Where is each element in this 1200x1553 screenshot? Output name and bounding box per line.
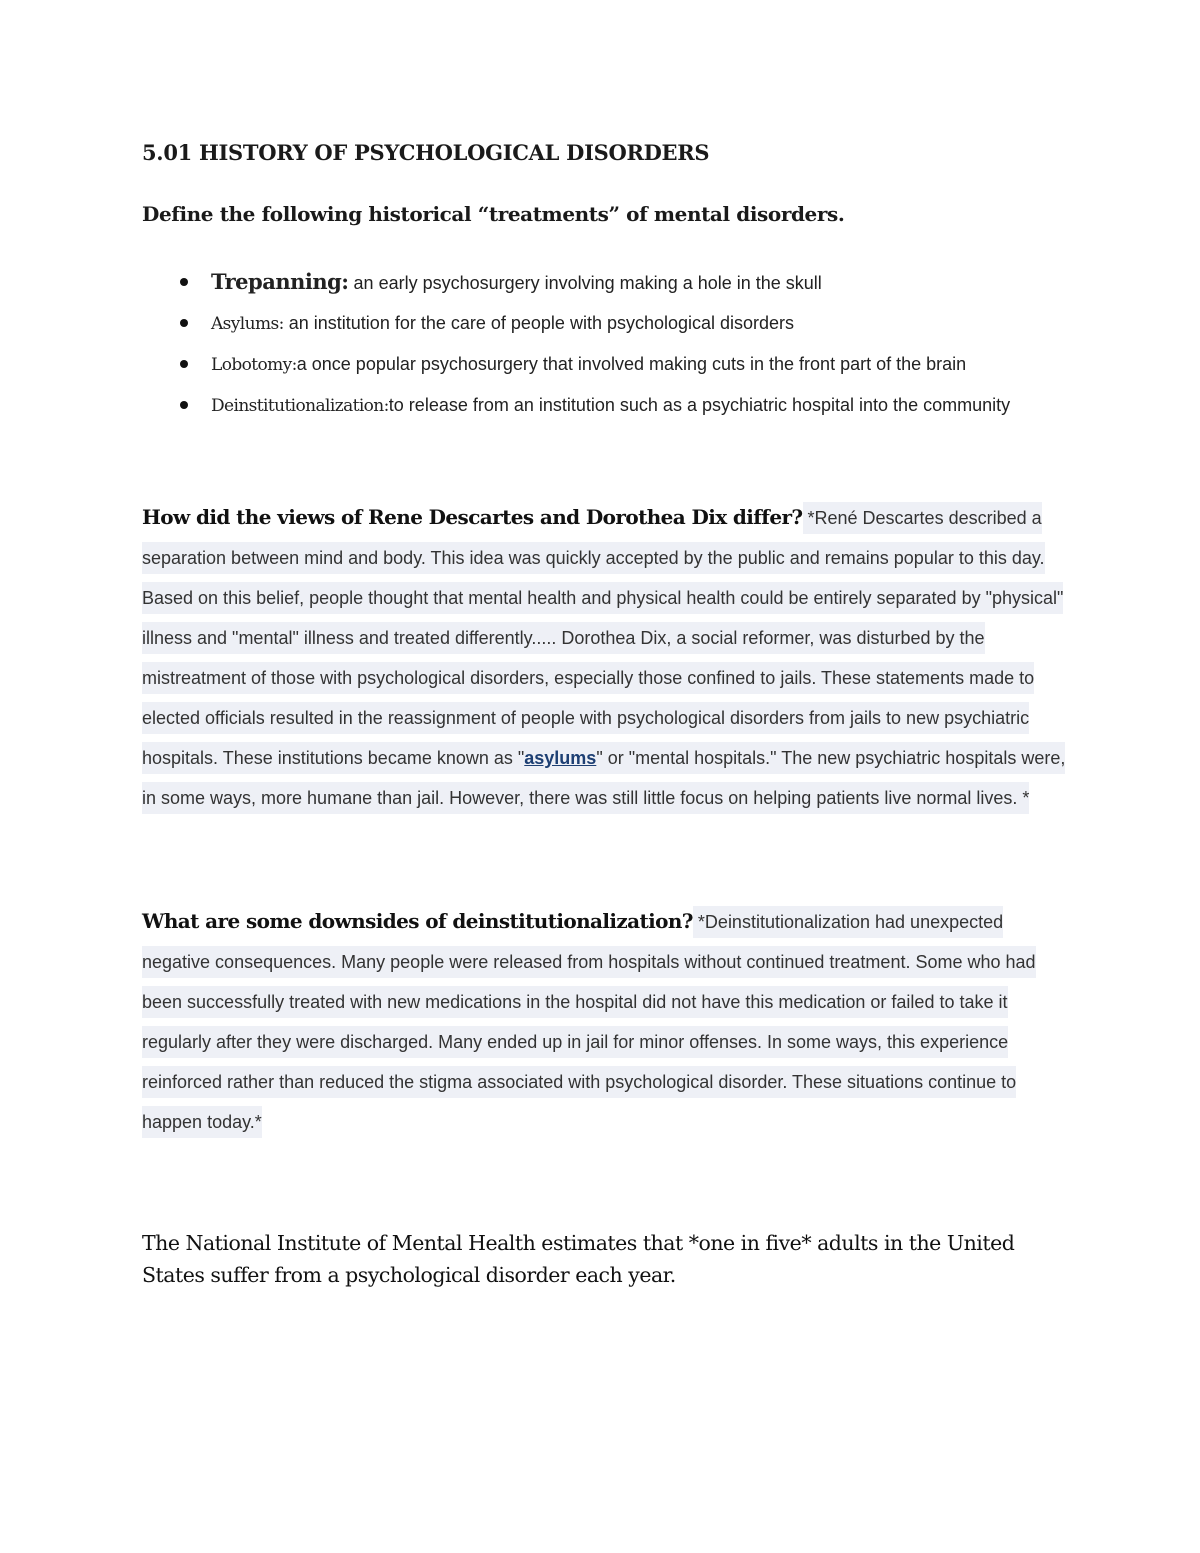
bullet-icon: [180, 278, 188, 286]
definition-term: Trepanning:: [211, 269, 349, 294]
definition-term: Lobotomy:: [211, 355, 297, 375]
answer-part: *René Descartes described a separation between mind and body. This idea was quickly accepted by the public and remains popular to this day. Based on this belief, people thought that mental health and physical health could be entirely separated by "physical" illness and "mental" illness and treated differently..... Dorothea Dix, a social reformer, was disturbed by the mistreatment of those with psychological disorders, especially those confined to jails. These statements made to elected officials resulted in the reassignment of people with psychological disorders from jails to new psychiatric hospitals. These institutions became known as ": [142, 508, 1064, 768]
bullet-icon: [180, 319, 188, 327]
answer-text: *Deinstitutionalization had unexpected negative consequences. Many people were released from hospitals without continued treatment. Some who had been successfully treated with new medications in the hospital did not have this medication or failed to take it regularly after they were discharged. Many ended up in jail for minor offenses. In some ways, this experience reinforced rather than reduced the stigma associated with psychological disorder. These situations continue to happen today.*: [142, 906, 1036, 1138]
definition-item-asylums: [142, 303, 1062, 344]
question-descartes-dix: [142, 497, 1067, 818]
definition-item-deinstitutionalization: [142, 385, 1062, 426]
definition-term: Asylums:: [211, 314, 284, 334]
closing-statement: The National Institute of Mental Health estimates that *one in five* adults in the United States suffer from a psychological disorder each year.: [142, 1231, 1015, 1287]
answer-part: " or "mental hospitals." The new psychiatric hospitals were, in some ways, more humane than jail. However, there was still little focus on helping patients live normal lives. *: [142, 748, 1066, 808]
definition-item-lobotomy: [142, 344, 1062, 385]
definitions-intro: Define the following historical “treatments” of mental disorders.: [142, 202, 845, 226]
question-deinstitutionalization: [142, 901, 1067, 1142]
definition-text: an early psychosurgery involving making a hole in the skull: [348, 273, 822, 293]
definition-item-trepanning: [142, 262, 1062, 303]
bullet-icon: [180, 360, 188, 368]
definition-text: to release from an institution such as a psychiatric hospital into the community: [388, 395, 1011, 415]
definition-term: Deinstitutionalization:: [211, 396, 389, 416]
question-text: What are some downsides of deinstitutionalization?: [142, 909, 693, 933]
asylums-link[interactable]: asylums: [524, 748, 597, 768]
document-title: 5.01 HISTORY OF PSYCHOLOGICAL DISORDERS: [142, 140, 710, 165]
definition-text: a once popular psychosurgery that involved making cuts in the front part of the brain: [296, 354, 967, 374]
definition-text: an institution for the care of people with psychological disorders: [283, 313, 795, 333]
answer-text: [142, 502, 1065, 814]
definitions-list: [142, 262, 1062, 426]
bullet-icon: [180, 401, 188, 409]
question-text: How did the views of Rene Descartes and Dorothea Dix differ?: [142, 505, 803, 529]
